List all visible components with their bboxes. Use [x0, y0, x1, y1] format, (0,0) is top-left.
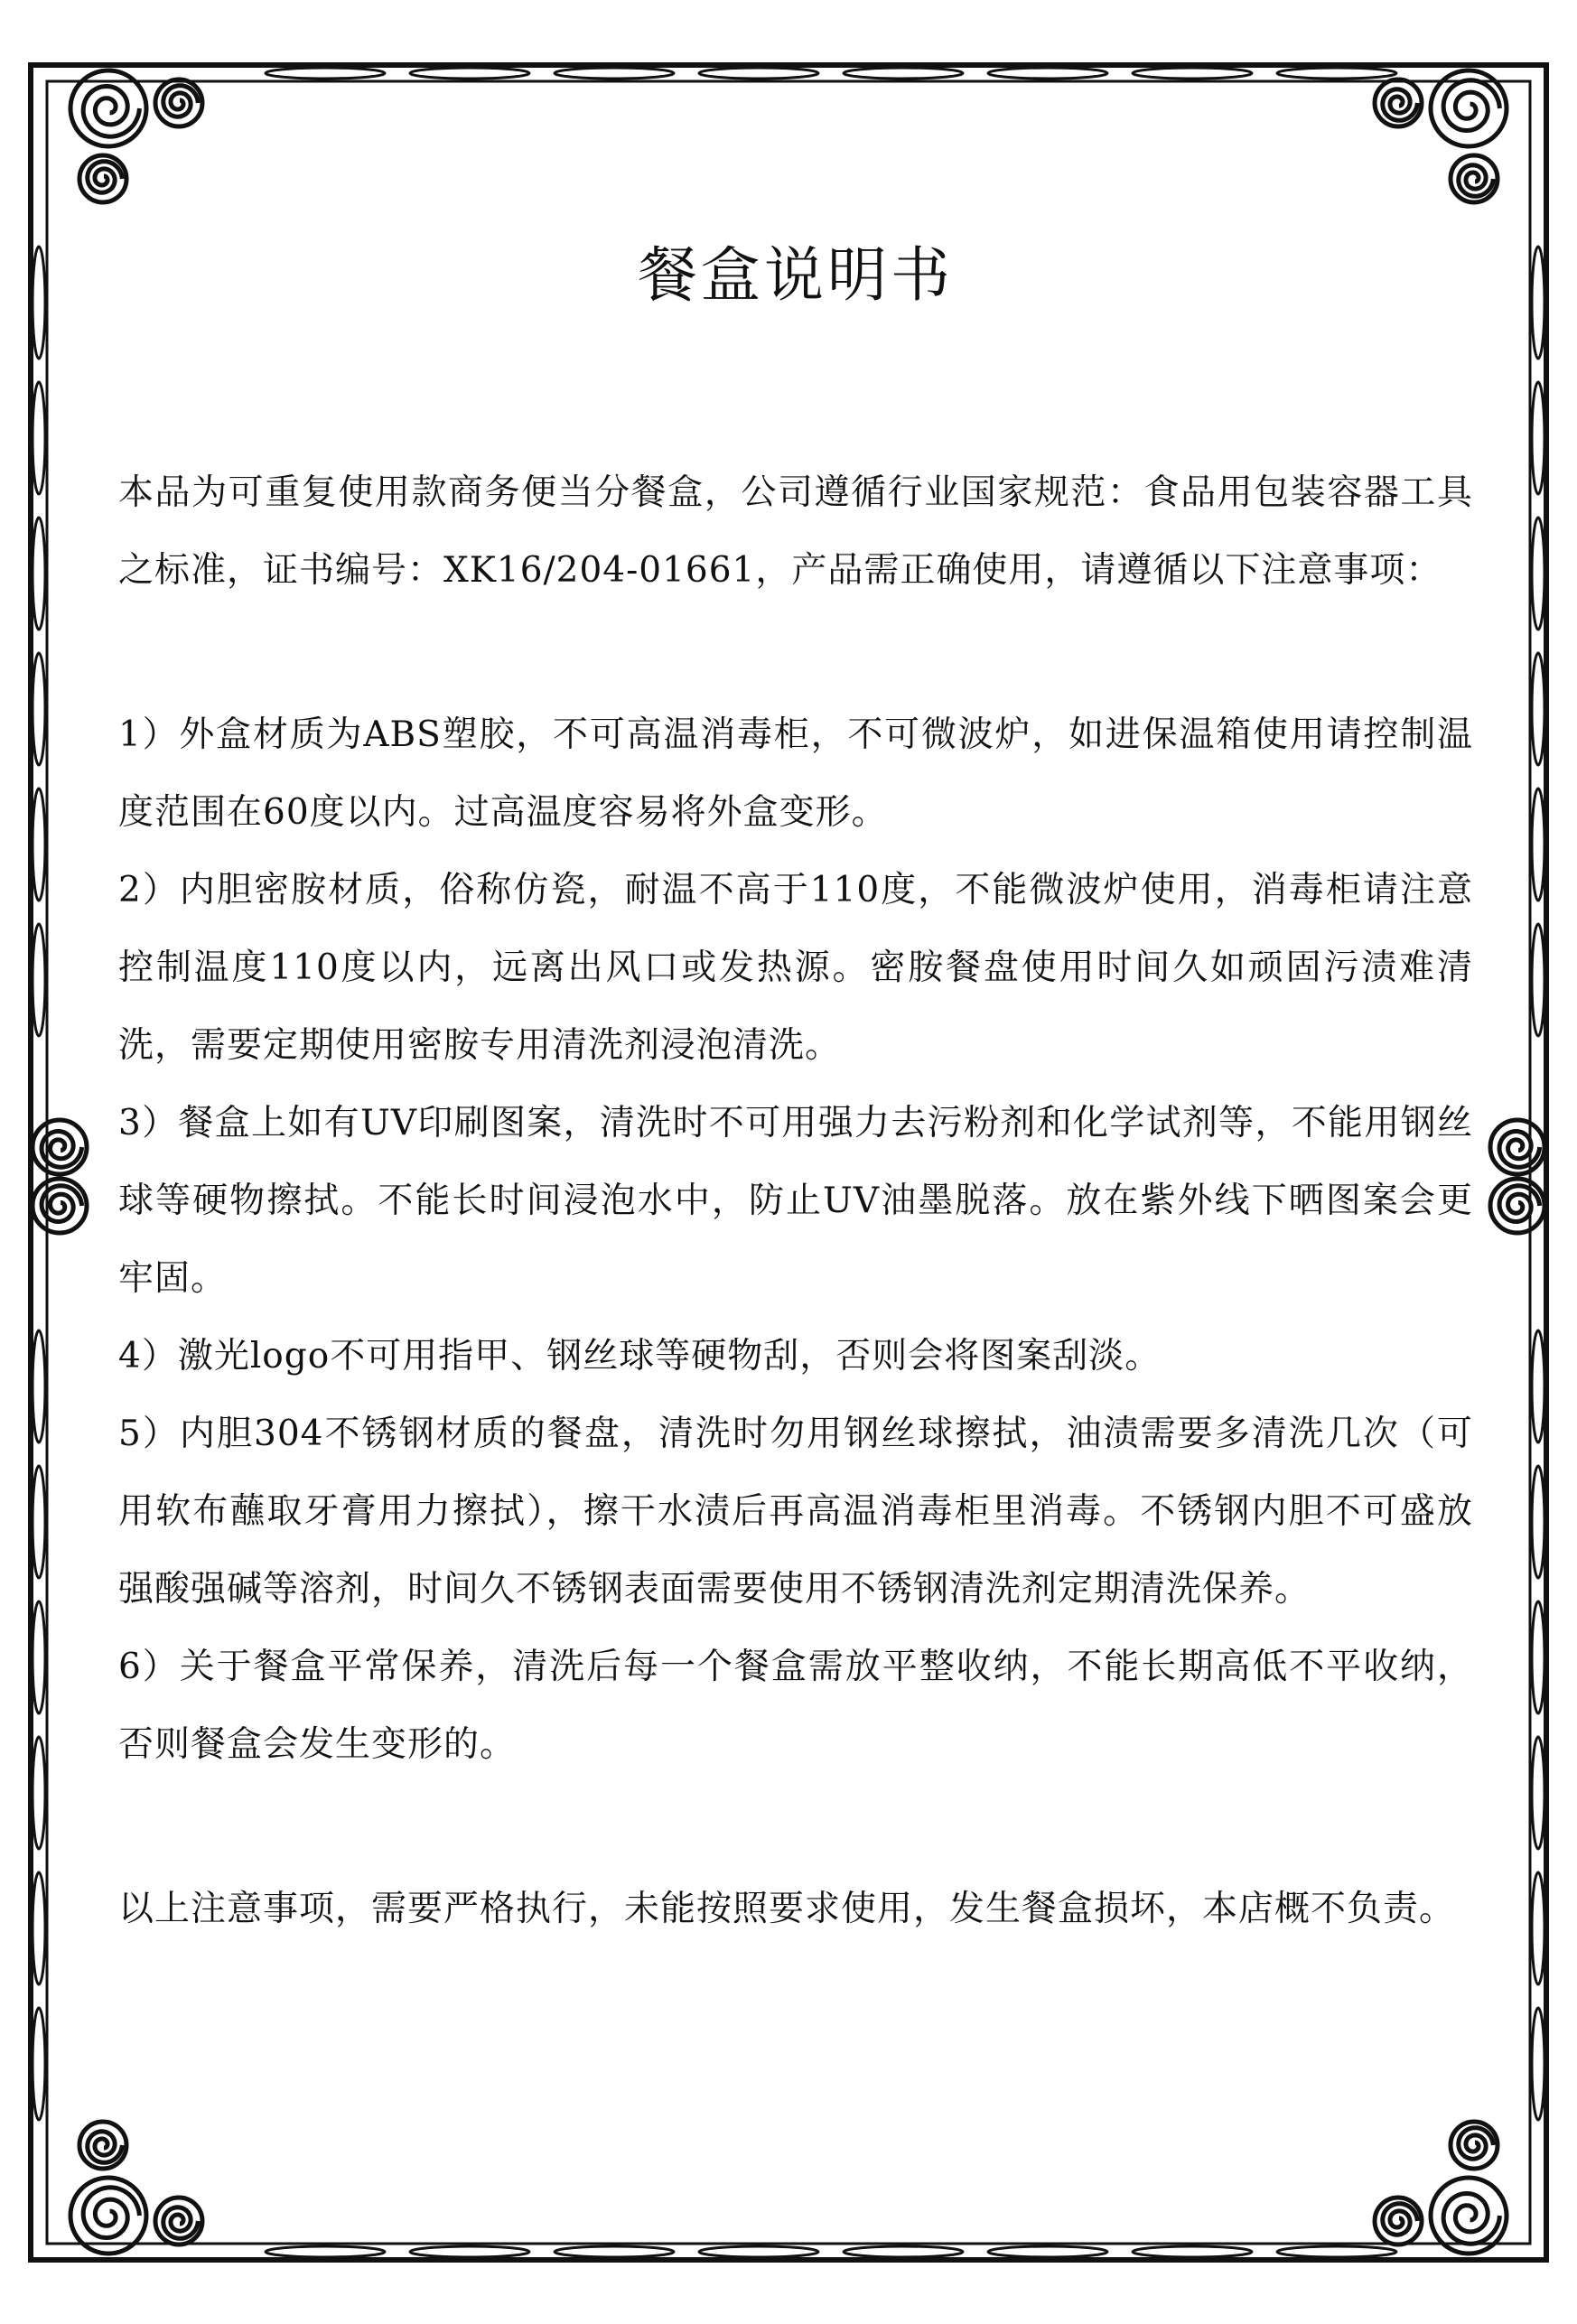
bottom-right-corner-scroll-main — [1431, 2178, 1507, 2254]
left-side-scroll-lower — [33, 1179, 87, 1233]
left-chain-link — [33, 518, 45, 630]
top-chain-link — [555, 68, 674, 79]
left-chain-link — [33, 1737, 45, 1849]
top-right-corner-scroll-side — [1375, 79, 1422, 126]
page-title: 餐盒说明书 — [638, 240, 954, 310]
bottom-right-corner-scroll-lower — [1451, 2122, 1498, 2169]
right-chain-link — [1532, 518, 1544, 630]
bottom-chain-link — [988, 2246, 1107, 2257]
right-chain-link — [1532, 1601, 1544, 1713]
right-chain-link — [1532, 789, 1544, 901]
right-side-scroll-upper — [1490, 1120, 1544, 1174]
bottom-chain-link — [699, 2246, 818, 2257]
bottom-chain-link — [410, 2246, 529, 2257]
right-chain-link — [1532, 382, 1544, 494]
right-chain-link — [1532, 1330, 1544, 1442]
right-chain-link — [1532, 924, 1544, 1036]
left-chain-link — [33, 1466, 45, 1578]
left-chain-link — [33, 1872, 45, 1984]
document-body — [118, 230, 1473, 1948]
bottom-chain-link — [266, 2246, 385, 2257]
note-item-3: 3）餐盒上如有UV印刷图案，清洗时不可用强力去污粉剂和化学试剂等，不能用钢丝球等硬物擦拭。不能长时间浸泡水中，防止UV油墨脱落。放在紫外线下晒图案会更牢固。 — [118, 1103, 1473, 1299]
top-chain-link — [410, 68, 529, 79]
bottom-right-corner-scroll-side — [1375, 2198, 1422, 2245]
left-chain-link — [33, 2008, 45, 2120]
closing-paragraph: 以上注意事项，需要严格执行，未能按照要求使用，发生餐盒损坏，本店概不负责。 — [118, 1889, 1456, 1929]
right-chain-link — [1532, 1872, 1544, 1984]
bottom-left-corner-scroll-main — [70, 2178, 146, 2254]
left-chain-link — [33, 382, 45, 494]
left-chain-link — [33, 1601, 45, 1713]
notes-list — [118, 696, 1473, 1784]
left-chain-link — [33, 1330, 45, 1442]
left-side-scroll-upper — [33, 1120, 87, 1174]
top-chain-link — [699, 68, 818, 79]
intro-paragraph: 本品为可重复使用款商务便当分餐盒，公司遵循行业国家规范：食品用包装容器工具之标准，证书编号：XK16/204-01661，产品需正确使用，请遵循以下注意事项： — [118, 472, 1473, 591]
note-item-5: 5）内胆304不锈钢材质的餐盘，清洗时勿用钢丝球擦拭，油渍需要多清洗几次（可用软布蘸取牙膏用力擦拭），擦干水渍后再高温消毒柜里消毒。不锈钢内胆不可盛放强酸强碱等溶剂，时间久不锈钢表面需要使用不锈钢清洗剂定期清洗保养。 — [118, 1414, 1473, 1610]
bottom-chain-link — [844, 2246, 963, 2257]
top-chain-link — [844, 68, 963, 79]
right-chain-link — [1532, 653, 1544, 765]
top-chain-link — [1277, 68, 1396, 79]
bottom-left-corner-scroll-lower — [79, 2122, 126, 2169]
top-chain-link — [266, 68, 385, 79]
bottom-chain-link — [555, 2246, 674, 2257]
right-chain-link — [1532, 2008, 1544, 2120]
note-item-4: 4）激光logo不可用指甲、钢丝球等硬物刮，否则会将图案刮淡。 — [118, 1336, 1162, 1377]
left-chain-link — [33, 924, 45, 1036]
note-item-2: 2）内胆密胺材质，俗称仿瓷，耐温不高于110度，不能微波炉使用，消毒柜请注意控制温度110度以内，远离出风口或发热源。密胺餐盘使用时间久如顽固污渍难清洗，需要定期使用密胺专用清洗剂浸泡清洗。 — [118, 870, 1473, 1066]
top-right-corner-scroll-lower — [1451, 155, 1498, 202]
top-right-corner-scroll-main — [1431, 70, 1507, 146]
top-chain-link — [1133, 68, 1252, 79]
bottom-chain-link — [1133, 2246, 1252, 2257]
top-chain-link — [988, 68, 1107, 79]
note-item-1: 1）外盒材质为ABS塑胶，不可高温消毒柜，不可微波炉，如进保温箱使用请控制温度范围在60度以内。过高温度容易将外盒变形。 — [118, 714, 1473, 833]
right-chain-link — [1532, 1466, 1544, 1578]
top-left-corner-scroll-side — [155, 79, 202, 126]
note-item-6: 6）关于餐盒平常保养，清洗后每一个餐盒需放平整收纳，不能长期高低不平收纳，否则餐盒会发生变形的。 — [118, 1647, 1473, 1765]
top-left-corner-scroll-lower — [79, 155, 126, 202]
left-chain-link — [33, 653, 45, 765]
bottom-chain-link — [1277, 2246, 1396, 2257]
right-chain-link — [1532, 247, 1544, 359]
right-side-scroll-lower — [1490, 1179, 1544, 1233]
right-chain-link — [1532, 1737, 1544, 1849]
left-chain-link — [33, 247, 45, 359]
left-chain-link — [33, 789, 45, 901]
bottom-left-corner-scroll-side — [155, 2198, 202, 2245]
